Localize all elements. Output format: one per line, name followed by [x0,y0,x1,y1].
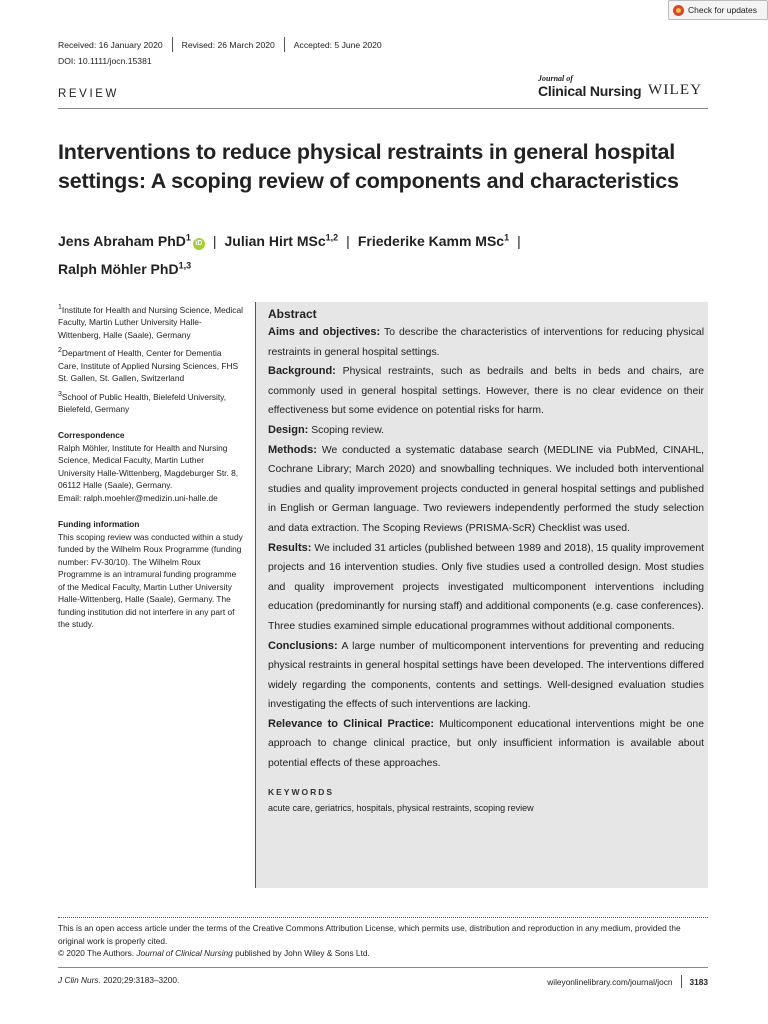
section-label: REVIEW [58,88,119,100]
article-dates [58,37,382,52]
footer-rule [58,967,708,968]
correspondence-heading: Correspondence [58,430,125,441]
received-date: Received: 16 January 2020 [58,39,163,50]
abstract-heading: Abstract [268,307,317,321]
abstract-box [255,302,708,888]
author-list: Jens Abraham PhD$^1$iD | Julian Hirt MSc$^{1,2}$ | Friederike Kamm MSc$^1$ | Ralph Möhler PhD$^{1,3}$ [58,232,521,278]
copyright-line: © 2020 The Authors. Journal of Clinical Nursing published by John Wiley & Sons Ltd. [58,948,370,958]
citation: J Clin Nurs. 2020;29:3183–3200. [58,975,180,985]
journal-logo [538,74,641,99]
affiliation: $^1$Institute for Health and Nursing Science, Medical Faculty, Martin Luther University Halle-Wittenberg, Halle (Saale), Germany [58,304,243,340]
journal-url[interactable]: wileyonlinelibrary.com/journal/jocn [547,976,673,987]
divider [284,37,285,52]
page-number: 3183 [689,976,708,987]
article-title: Interventions to reduce physical restraints in general hospital settings: A scoping review of components and characteristics [58,140,679,193]
correspondence-text: Ralph Möhler, Institute for Health and Nursing Science, Medical Faculty, Martin Luther University Halle-Wittenberg, Magdeburger Str. 8, 06112 Halle (Saale), Germany. [58,442,239,491]
crossmark-icon [673,5,684,16]
abstract-section: Relevance to Clinical Practice: Multicomponent educational interventions might be one approach to change clinical practice, but only insufficient information is available about potential effects of these approaches. [268,717,704,770]
affiliation: $^2$Department of Health, Center for Dementia Care, Institute of Applied Nursing Sciences, FHS St. Gallen, St. Gallen, Switzerland [58,347,239,384]
publisher-logo: WILEY [648,82,703,98]
abstract-section: Methods: We conducted a systematic database search (MEDLINE via PubMed, CINAHL, Cochrane Library; March 2020) and snowballing techniques. We included both interventional studies and quality improvement projects conducted in general hospital settings and published in English or German language. Two reviewers independently performed the study selection and data extraction. The Scoping Reviews (PRISMA-ScR) Checklist was used. [268,443,704,534]
author[interactable]: Friederike Kamm MSc$^1$ [357,232,510,249]
abstract-section: Design: Scoping review. [268,423,385,436]
correspondence-email[interactable]: Email: ralph.moehler@medizin.uni-halle.de [58,492,218,503]
article-sidebar [58,302,243,631]
keywords-heading: KEYWORDS [268,786,335,797]
funding-text: This scoping review was conducted within a study funded by the Wilhelm Roux Programme (funding number: FV-30/10). The Wilhelm Roux Programme is an intramural funding programme of the Medical Faculty, Martin Luther University Halle-Wittenberg, Halle (Saale), Germany. The funding institution did not interfere in any part of the study. [58,531,243,630]
journal-of: Journal of [538,74,573,83]
abstract-section: Results: We included 31 articles (published between 1989 and 2018), 15 quality improvement projects and 16 intervention studies. Only five studies used a controlled design. Most studies and quality improvement projects investigated multicomponent interventions including education (predominantly for nursing staff) and additional components (e.g. case conferences). Three studies examined simple educational programmes without additional components. [268,541,704,632]
header-rule [58,108,708,109]
funding-heading: Funding information [58,519,140,530]
abstract-section: Conclusions: A large number of multicomponent interventions for preventing and reducing physical restraints in general hospital settings have been developed. The interventions differed widely regarding the components, contents and settings. Well-designed evaluation studies investigating the effects of such interventions are lacking. [268,639,704,711]
check-for-updates-label: Check for updates [688,5,757,15]
accepted-date: Accepted: 5 June 2020 [293,39,382,50]
doi[interactable]: DOI: 10.1111/jocn.15381 [58,56,152,66]
license-text: This is an open access article under the terms of the Creative Commons Attribution License, which permits use, distribution and reproduction in any medium, provided the original work is properly cited. [58,923,681,946]
divider [172,37,173,52]
abstract-section: Background: Physical restraints, such as bedrails and belts in beds and chairs, are commonly used in general hospital settings. However, there is no clear evidence on their effectiveness but some evidence on potential risks for harm. [268,365,705,417]
affiliation: $^3$School of Public Health, Bielefeld University, Bielefeld, Germany [58,390,227,414]
divider [681,975,682,988]
revised-date: Revised: 26 March 2020 [181,39,275,50]
orcid-icon[interactable]: iD [193,238,205,250]
journal-name: Clinical Nursing [538,83,642,99]
check-for-updates-badge[interactable] [668,0,768,20]
footer-right [520,975,708,988]
author[interactable]: Ralph Möhler PhD$^{1,3}$ [58,260,192,278]
author[interactable]: Jens Abraham PhD$^1$ [58,232,191,249]
keywords-list: acute care, geriatrics, hospitals, physical restraints, scoping review [268,802,534,813]
abstract-section: Aims and objectives: To describe the characteristics of interventions for reducing physical restraints in general hospital settings. [268,326,705,358]
license-notice [58,922,708,960]
author[interactable]: Julian Hirt MSc$^{1,2}$ [224,232,339,249]
license-divider [58,917,708,918]
